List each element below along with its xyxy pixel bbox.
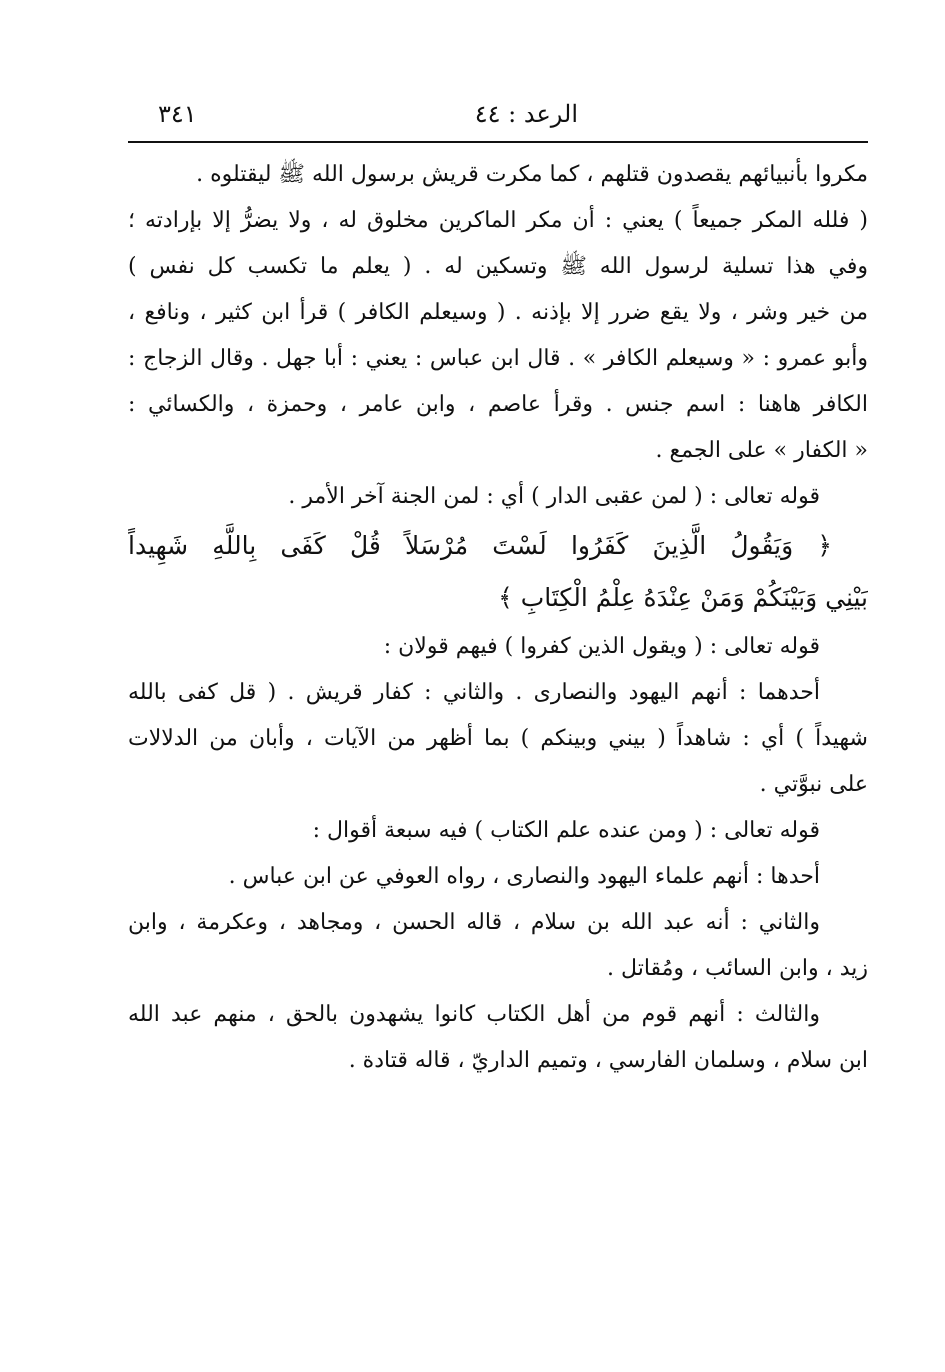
page-body xyxy=(128,152,868,1084)
text-line-17: والثاني : أنه عبد الله بن سلام ، قاله الحسن ، ومجاهد ، وعكرمة ، وابن xyxy=(128,910,820,935)
text-line-4: من خير وشر ، ولا يقع ضرر إلا بإذنه . ( وسيعلم الكافر ) قرأ ابن كثير ، ونافع ، xyxy=(128,300,868,325)
quran-verse-line-1: ﴿ وَيَقُولُ الَّذِينَ كَفَرُوا لَسْتَ مُرْسَلاً قُلْ كَفَى بِاللَّهِ شَهِيداً xyxy=(128,531,832,560)
text-line-15: قوله تعالى : ( ومن عنده علم الكتاب ) فيه سبعة أقوال : xyxy=(312,818,820,843)
header-rule xyxy=(128,141,868,143)
text-line-11: قوله تعالى : ( ويقول الذين كفروا ) فيهم قولان : xyxy=(383,634,820,659)
page-number: ٣٤١ xyxy=(158,100,197,128)
text-line-18: زيد ، وابن السائب ، ومُقاتل . xyxy=(607,956,868,981)
text-line-2: ( فلله المكر جميعاً ) يعني : أن مكر الماكرين مخلوق له ، ولا يضرُّ إلا بإرادته ؛ xyxy=(128,208,868,233)
text-line-8: قوله تعالى : ( لمن عقبى الدار ) أي : لمن الجنة آخر الأمر . xyxy=(288,484,820,509)
text-line-20: ابن سلام ، وسلمان الفارسي ، وتميم الداريّ ، قاله قتادة . xyxy=(348,1048,868,1073)
text-line-6: الكافر هاهنا : اسم جنس . وقرأ عاصم ، وابن عامر ، وحمزة ، والكسائي : xyxy=(128,392,868,417)
page-header xyxy=(128,92,868,136)
text-line-13: شهيداً ) أي : شاهداً ( بيني وبينكم ) بما أظهر من الآيات ، وأبان من الدلالات xyxy=(128,726,868,751)
text-line-1: مكروا بأنبيائهم يقصدون قتلهم ، كما مكرت قريش برسول الله ﷺ ليقتلوه . xyxy=(196,162,868,187)
text-line-16: أحدها : أنهم علماء اليهود والنصارى ، رواه العوفي عن ابن عباس . xyxy=(228,864,820,889)
running-title: الرعد : ٤٤ xyxy=(474,100,578,128)
text-line-3: وفي هذا تسلية لرسول الله ﷺ وتسكين له . ( يعلم ما تكسب كل نفس ) xyxy=(128,254,868,279)
text-line-19: والثالث : أنهم قوم من أهل الكتاب كانوا يشهدون بالحق ، منهم عبد الله xyxy=(128,1002,820,1027)
quran-verse-line-2: بَيْنِي وَبَيْنَكُمْ وَمَنْ عِنْدَهُ عِلْمُ الْكِتَابِ ﴾ xyxy=(498,583,868,612)
text-line-12: أحدهما : أنهم اليهود والنصارى . والثاني : كفار قريش . ( قل كفى بالله xyxy=(128,680,820,705)
text-line-14: على نبوَّتي . xyxy=(759,772,868,797)
text-line-7: « الكفار » على الجمع . xyxy=(655,438,868,463)
text-line-5: وأبو عمرو : « وسيعلم الكافر » . قال ابن عباس : يعني : أبا جهل . وقال الزجاج : xyxy=(128,346,868,371)
